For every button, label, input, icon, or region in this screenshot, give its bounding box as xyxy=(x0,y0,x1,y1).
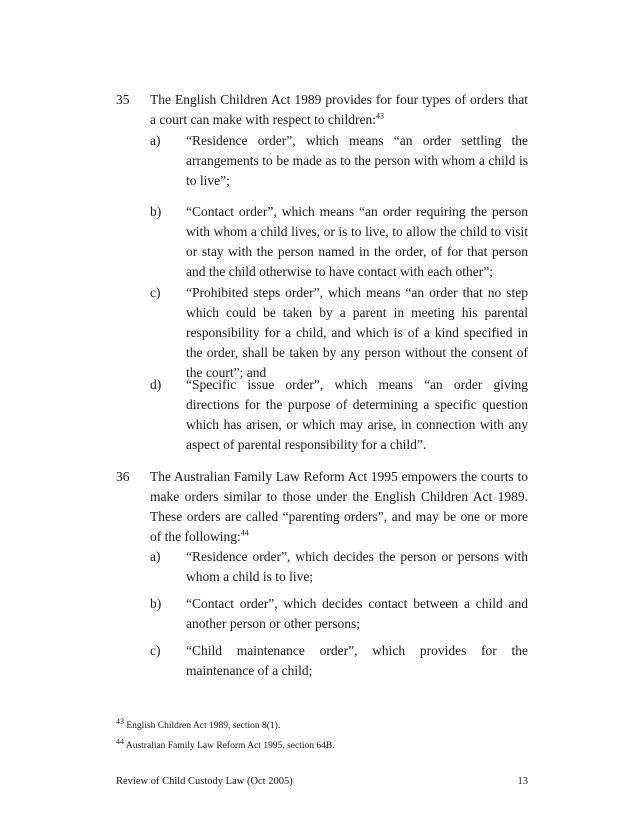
footnote-number: 44 xyxy=(116,736,124,746)
paragraph-number: 36 xyxy=(116,469,130,484)
list-item-label: c) xyxy=(150,285,161,300)
footnote-ref: 43 xyxy=(376,111,385,121)
page-number: 13 xyxy=(517,776,528,787)
paragraph-text: The Australian Family Law Reform Act 1995 empowers the courts to make orders similar to those under the English Children Act 1989. These orders are called “parenting orders”, and may be one or more of the following:$^{44}$ xyxy=(150,469,528,544)
list-item-label: b) xyxy=(150,204,162,219)
list-item-text: “Prohibited steps order”, which means “an order that no step which could be taken by a parent in meeting his parental responsibility for a child, and which is of a kind specified in the order, shall be taken by any person without the consent of the court”; and xyxy=(186,285,528,380)
footnotes xyxy=(116,716,528,756)
list-item-text: “Specific issue order”, which means “an order giving directions for the purpose of determining a specific question which has arisen, or which may arise, in connection with any aspect of parental responsibility for a child”. xyxy=(186,377,528,452)
footer-title: Review of Child Custody Law (Oct 2005) xyxy=(116,776,293,787)
footnote-43 xyxy=(116,716,528,736)
list-item-text: “Contact order”, which means “an order requiring the person with whom a child lives, or is to live, to allow the child to visit or stay with the person named in the order, of for that person and the child otherwise to have contact with each other”; xyxy=(186,204,528,279)
list-item-label: b) xyxy=(150,596,162,611)
footnote-text: Australian Family Law Reform Act 1995, section 64B. xyxy=(125,741,335,751)
footnote-text: English Children Act 1989, section 8(1). xyxy=(126,721,281,731)
list-item-label: d) xyxy=(150,377,162,392)
list-item-label: a) xyxy=(150,133,161,148)
list-item-label: a) xyxy=(150,549,161,564)
paragraph-number: 35 xyxy=(116,92,130,107)
list-item-label: c) xyxy=(150,643,161,658)
list-item-text: “Contact order”, which decides contact between a child and another person or other persons; xyxy=(186,596,528,631)
paragraph-text: The English Children Act 1989 provides for four types of orders that a court can make with respect to children:$^{43}$ xyxy=(150,92,528,127)
list-item-text: “Child maintenance order”, which provides for the maintenance of a child; xyxy=(186,643,528,678)
list-item-text: “Residence order”, which decides the person or persons with whom a child is to live; xyxy=(186,549,528,584)
footnote-ref: 44 xyxy=(240,528,249,538)
footnote-number: 43 xyxy=(116,716,124,726)
footnote-44 xyxy=(116,736,528,756)
list-item-text: “Residence order”, which means “an order settling the arrangements to be made as to the person with whom a child is to live”; xyxy=(186,133,528,188)
